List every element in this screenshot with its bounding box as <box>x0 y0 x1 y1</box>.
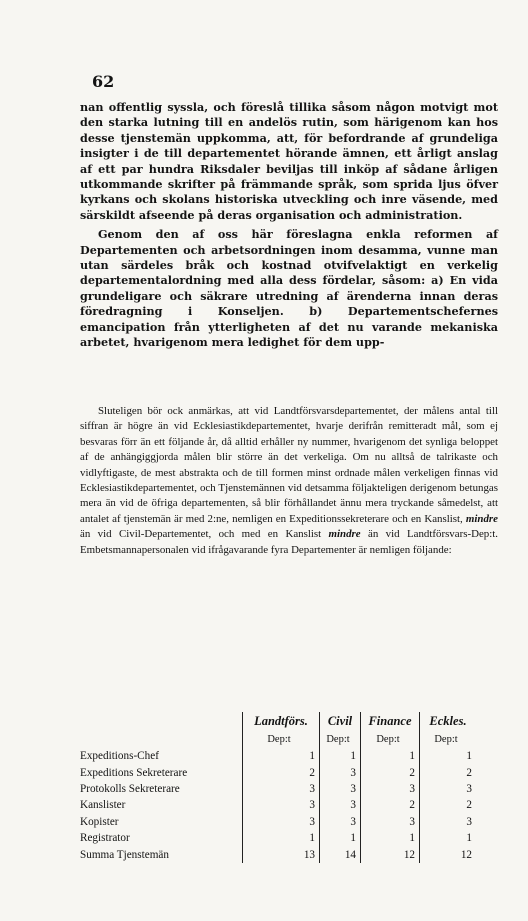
row-label: Kanslister <box>80 799 126 812</box>
cell-value: 3 <box>320 764 361 780</box>
column-subheader: Dep:t <box>243 731 320 748</box>
cell-value: 1 <box>320 830 361 846</box>
cell-value: 3 <box>243 814 320 830</box>
row-label: Protokolls Sekreterare <box>80 782 180 795</box>
table-row <box>80 781 476 797</box>
column-header: Finance <box>361 712 420 731</box>
cell-value: 12 <box>361 846 420 862</box>
table-row <box>80 797 476 813</box>
cell-value: 3 <box>320 781 361 797</box>
main-text <box>80 100 498 351</box>
table-header-row <box>80 712 476 731</box>
footnote-paragraph <box>80 404 498 558</box>
table-corner <box>80 712 243 731</box>
cell-value: 3 <box>320 797 361 813</box>
footnote-emphasis-2: mindre <box>328 528 361 541</box>
cell-value: 13 <box>243 846 320 862</box>
cell-value: 3 <box>320 814 361 830</box>
column-header: Eckles. <box>420 712 477 731</box>
footnote-text-2: än vid Civil-Departementet, och med en Kanslist <box>80 528 322 541</box>
cell-value: 1 <box>243 748 320 764</box>
cell-value: 12 <box>420 846 477 862</box>
cell-value: 1 <box>361 830 420 846</box>
cell-value: 1 <box>420 748 477 764</box>
row-label: Expeditions Sekreterare <box>80 766 188 779</box>
footnote-text-3: än vid Landtförsvars-Dep:t. Embetsmannapersonalen vid ifrågavarande fyra Departementer är nemligen följande: <box>80 528 498 556</box>
cell-value: 3 <box>420 781 477 797</box>
column-header: Civil <box>320 712 361 731</box>
cell-value: 2 <box>243 764 320 780</box>
cell-value: 2 <box>361 797 420 813</box>
cell-value: 1 <box>361 748 420 764</box>
footnote-emphasis-1: mindre <box>465 512 498 525</box>
cell-value: 2 <box>420 797 477 813</box>
table-total-row <box>80 846 476 862</box>
page-number: 62 <box>92 72 115 91</box>
staff-table <box>80 712 476 863</box>
cell-value: 3 <box>361 814 420 830</box>
footnote <box>80 404 498 558</box>
row-label: Registrator <box>80 832 130 845</box>
table-row <box>80 764 476 780</box>
main-paragraph-2: Genom den af oss här föreslagna enkla reformen af Departementen och arbetsordningen inom desamma, vunne man utan särdeles bråk och kostnad otvifvelaktigt en verkelig departementalordning med alla dess fördelar, såsom: a) En vida grundeligare och säkrare utredning af ärenderna innan deras föredragning i Konseljen. b) Departementschefernes emancipation från ytterligheten af det nu varande mekaniska arbetet, hvarigenom mera ledighet för dem upp- <box>80 227 498 350</box>
footnote-text-1: Sluteligen bör ock anmärkas, att vid Landtförsvarsdepartementet, der målens antal till siffran är högre än vid Ecklesiastikdepartementet, hvarje derifrån remitteradt mål, som ej besvaras förr än ett följande år, då alltid erhåller ny nummer, hvarigenom det synliga beloppet af de anhängiggjorda målen blir större än det verkeliga. Om nu alltså de talrikaste och vidlyftigaste, de mest abstrakta och de till formen minst ordnade målen verkeligen finnas vid Ecklesiastikdepartementet, och Tjenstemännen vid detsamma följakteligen derigenom betungas mera än vid de öfriga departementen, så blir förhållandet ännu mera tryckande såmedelst, att antalet af tjenstemän är med 2:ne, nemligen en Expeditionssekreterare och en Kanslist, <box>80 405 498 525</box>
table-row <box>80 748 476 764</box>
cell-value: 3 <box>243 797 320 813</box>
row-label: Summa Tjenstemän <box>80 848 169 861</box>
cell-value: 3 <box>361 781 420 797</box>
row-label: Expeditions-Chef <box>80 750 159 763</box>
table-subheader-row <box>80 731 476 748</box>
cell-value: 3 <box>243 781 320 797</box>
cell-value: 3 <box>420 814 477 830</box>
cell-value: 1 <box>243 830 320 846</box>
table-row <box>80 814 476 830</box>
column-subheader: Dep:t <box>320 731 361 748</box>
column-subheader: Dep:t <box>420 731 477 748</box>
column-subheader: Dep:t <box>361 731 420 748</box>
cell-value: 1 <box>420 830 477 846</box>
row-label: Kopister <box>80 815 119 828</box>
main-paragraph-1: nan offentlig syssla, och föreslå tillika såsom någon motvigt mot den starka lutning till en andelös rutin, som härigenom kan hos desse tjenstemän uppkomma, att, för befordrande af grundeliga insigter i de till departementet hörande ämnen, ett årligt anslag af ett par hundra Riksdaler beviljas till inköp af sådane årligen utkommande skrifter på främmande språk, som sprida ljus öfver kyrkans och skolans historiska utveckling och inre väsende, med särskildt afseende på deras organisation och administration. <box>80 100 498 222</box>
cell-value: 2 <box>361 764 420 780</box>
cell-value: 2 <box>420 764 477 780</box>
cell-value: 14 <box>320 846 361 862</box>
column-header: Landtförs. <box>243 712 320 731</box>
cell-value: 1 <box>320 748 361 764</box>
table-row <box>80 830 476 846</box>
